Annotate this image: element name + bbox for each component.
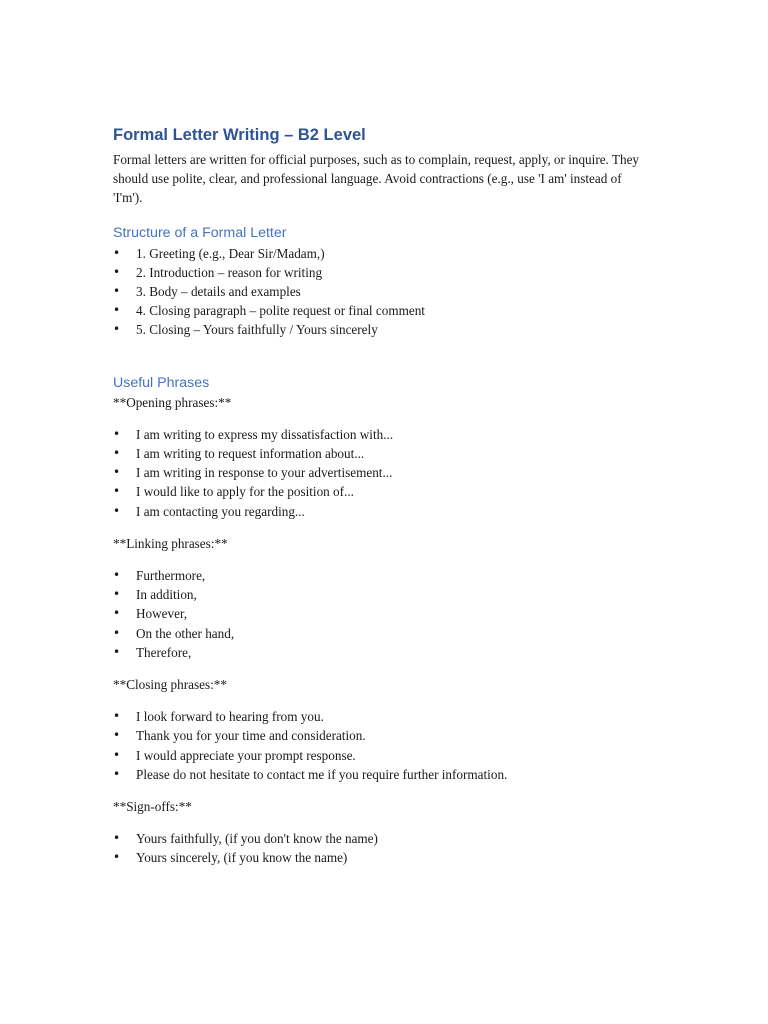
list-item-text: In addition, [136,587,197,603]
bullet-icon: • [113,303,121,318]
list-item-text: Please do not hesitate to contact me if you require further information. [136,766,508,782]
list-item-text: I am writing to request information about... [136,446,365,462]
list-item [113,463,653,482]
list-item-text: I am writing in response to your advertisement... [136,465,393,481]
list-item-text: Yours sincerely, (if you know the name) [136,850,348,866]
list-item [113,585,653,604]
linking-phrases-label: **Linking phrases:** [113,535,228,551]
closing-phrases-label: **Closing phrases:** [113,677,227,693]
list-item [113,282,653,301]
list-item [113,726,653,745]
list-item [113,765,653,784]
list-item [113,502,653,521]
bullet-icon: • [113,644,121,659]
bullet-icon: • [113,446,121,461]
structure-heading: Structure of a Formal Letter [113,224,287,241]
bullet-icon: • [113,245,121,260]
list-item-text: Yours faithfully, (if you don't know the name) [136,831,378,847]
list-item-text: I would like to apply for the position of... [136,484,354,500]
bullet-icon: • [113,426,121,441]
bullet-icon: • [113,484,121,499]
list-item [113,244,653,263]
list-item [113,707,653,726]
bullet-icon: • [113,465,121,480]
bullet-icon: • [113,264,121,279]
phrases-heading: Useful Phrases [113,374,210,391]
bullet-icon: • [113,831,121,846]
list-item [113,482,653,501]
list-item-text: I am contacting you regarding... [136,503,305,519]
list-item [113,301,653,320]
list-item [113,444,653,463]
list-item-text: I would appreciate your prompt response. [136,747,356,763]
intro-paragraph: Formal letters are written for official purposes, such as to complain, request, apply, or inquire. They should use polite, clear, and professional language. Avoid contractions (e.g., use 'I am' instead of 'I'm'). [113,152,640,206]
list-item [113,848,653,867]
list-item [113,604,653,623]
bullet-icon: • [113,728,121,743]
list-item-text: 2. Introduction – reason for writing [136,264,323,280]
bullet-icon: • [113,568,121,583]
list-item-text: Furthermore, [136,568,206,584]
opening-phrases-list [113,425,653,521]
list-item-text: I am writing to express my dissatisfaction with... [136,426,394,442]
signoffs-label: **Sign-offs:** [113,799,192,815]
closing-phrases-list [113,707,653,784]
linking-phrases-list [113,566,653,662]
list-item [113,624,653,643]
bullet-icon: • [113,503,121,518]
list-item-text: However, [136,606,188,622]
bullet-icon: • [113,322,121,337]
list-item-text: 5. Closing – Yours faithfully / Yours sincerely [136,322,378,338]
list-item-text: On the other hand, [136,625,235,641]
list-item [113,643,653,662]
list-item-text: 3. Body – details and examples [136,284,301,300]
bullet-icon: • [113,850,121,865]
bullet-icon: • [113,625,121,640]
bullet-icon: • [113,587,121,602]
document-title: Formal Letter Writing – B2 Level [113,126,366,144]
list-item [113,829,653,848]
list-item-text: Therefore, [136,644,192,660]
list-item [113,320,653,339]
list-item [113,263,653,282]
bullet-icon: • [113,284,121,299]
list-item-text: Thank you for your time and consideration. [136,728,366,744]
list-item-text: 4. Closing paragraph – polite request or final comment [136,303,425,319]
list-item-text: 1. Greeting (e.g., Dear Sir/Madam,) [136,245,325,261]
list-item-text: I look forward to hearing from you. [136,709,324,725]
list-item [113,566,653,585]
list-item [113,746,653,765]
structure-list [113,244,653,340]
bullet-icon: • [113,709,121,724]
signoffs-list [113,829,653,867]
bullet-icon: • [113,606,121,621]
opening-phrases-label: **Opening phrases:** [113,394,232,410]
list-item [113,425,653,444]
bullet-icon: • [113,747,121,762]
document-content [113,124,653,868]
bullet-icon: • [113,766,121,781]
